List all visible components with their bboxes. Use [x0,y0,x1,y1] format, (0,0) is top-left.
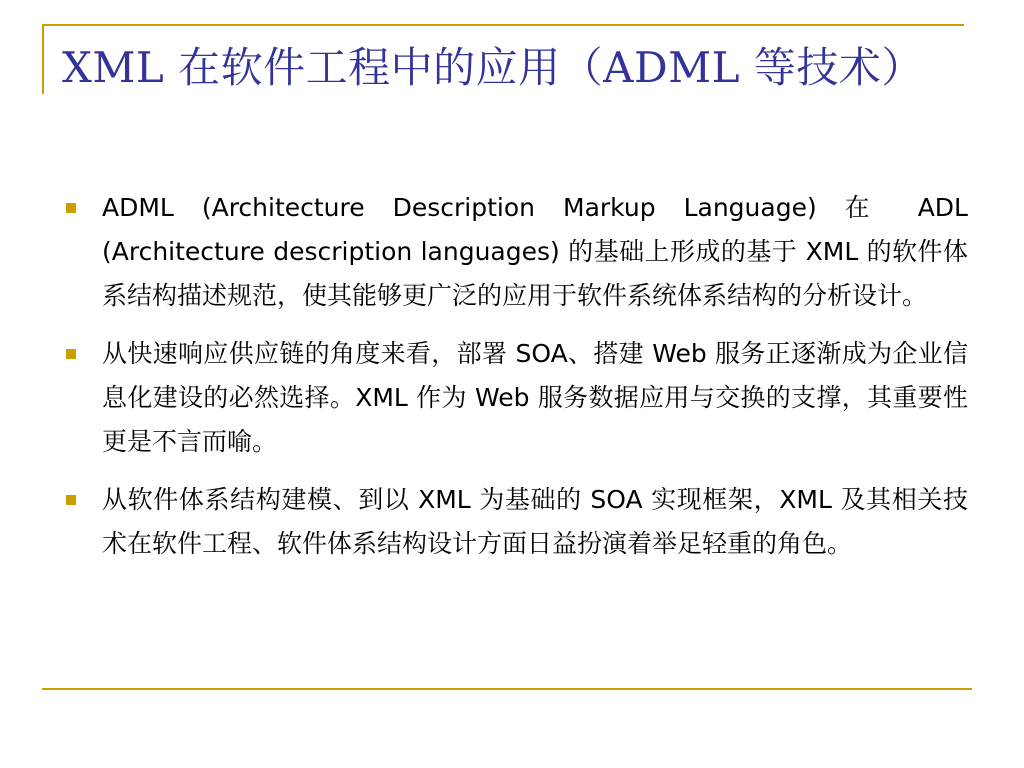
bullet-text: ADML (Architecture Description Markup Language) 在 ADL (Architecture description languages) 的基础上形成的基于 XML 的软件体系结构描述规范，使其能够更广泛的应用于软件系统体系结构的分析设计。 [102,193,968,310]
bullet-text: 从软件体系结构建模、到以 XML 为基础的 SOA 实现框架，XML 及其相关技术在软件工程、软件体系结构设计方面日益扮演着举足轻重的角色。 [102,485,968,558]
bullet-item [60,478,968,566]
bullet-item [60,186,968,318]
square-bullet-icon [66,495,76,505]
bullet-item [60,332,968,464]
bullet-list [60,186,968,580]
footer-rule [42,688,972,690]
title-top-rule [42,24,964,26]
title-left-rule [42,24,44,94]
slide-title: XML 在软件工程中的应用（ADML 等技术） [62,43,924,92]
square-bullet-icon [66,349,76,359]
square-bullet-icon [66,203,76,213]
bullet-text: 从快速响应供应链的角度来看，部署 SOA、搭建 Web 服务正逐渐成为企业信息化建设的必然选择。XML 作为 Web 服务数据应用与交换的支撑，其重要性更是不言而喻。 [102,339,968,456]
